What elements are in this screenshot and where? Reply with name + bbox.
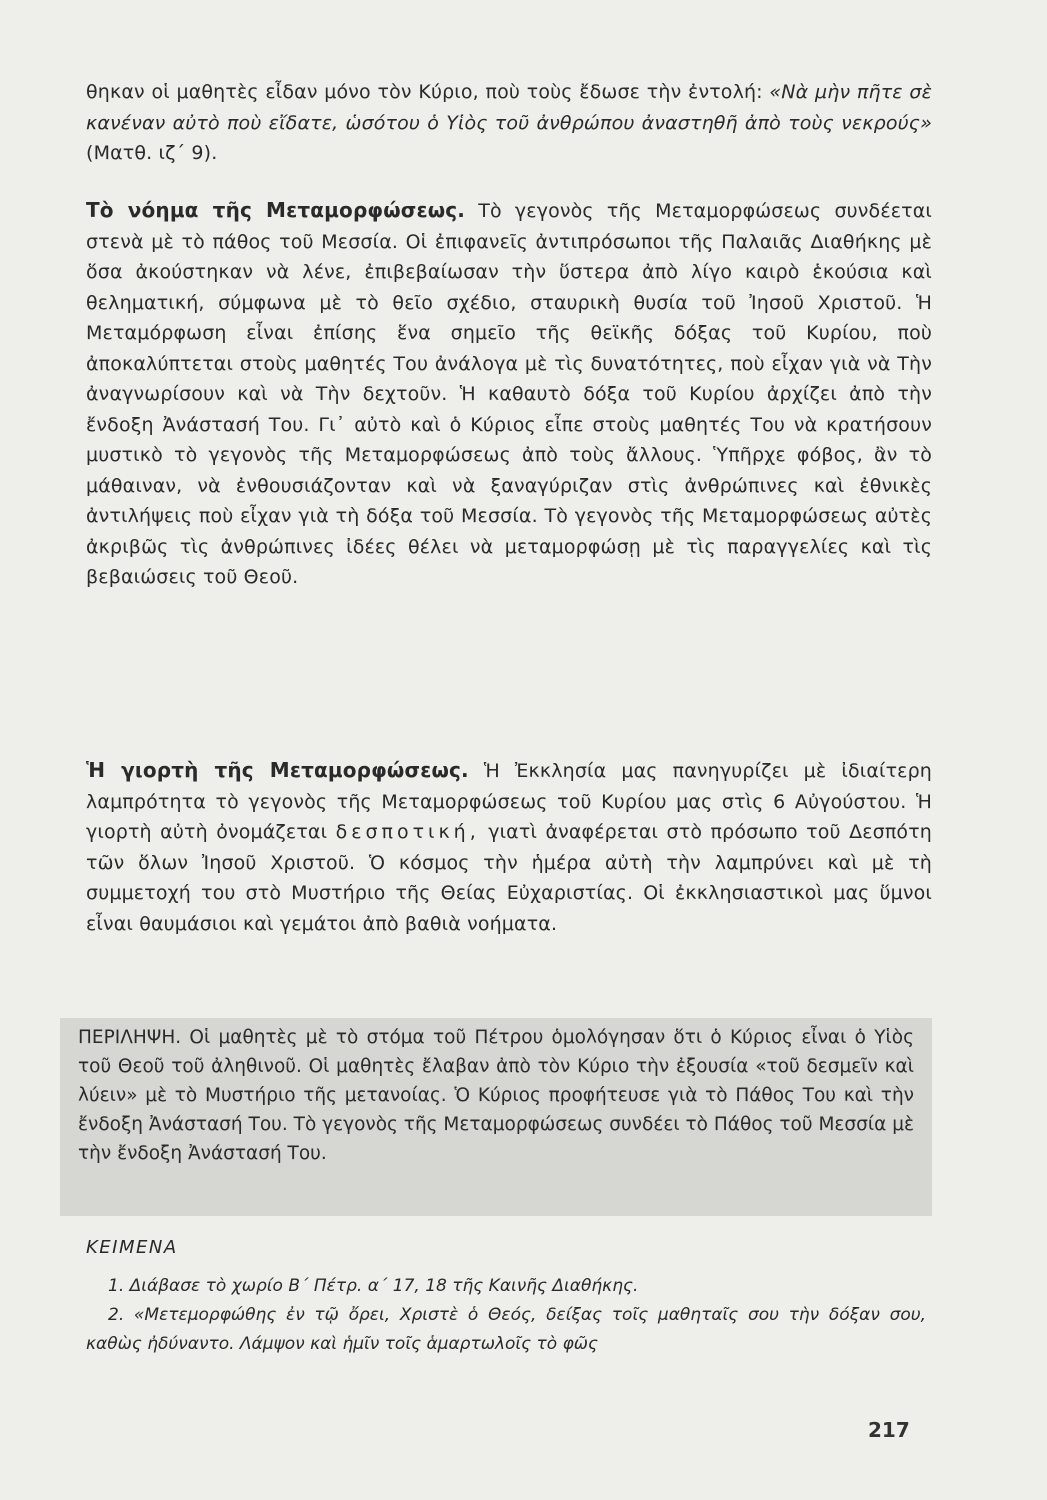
- summary-label: ΠΕΡΙΛΗΨΗ.: [78, 1027, 182, 1048]
- texts-list: [86, 1272, 926, 1359]
- section-feast-body-end: γιατὶ ἀναφέρεται στὸ πρόσωπο τοῦ Δεσπότη τῶν ὅλων Ἰησοῦ Χριστοῦ. Ὁ κόσμος τὴν ἡμέρα αὐτὴ τὴν λαμπρύνει καὶ μὲ τὴ συμμετοχή του στὸ Μυστήριο τῆς Θείας Εὐχαριστίας. Οἱ ἐκκλησιαστικοὶ μας ὕμνοι εἶναι θαυμάσιοι καὶ γεμάτοι ἀπὸ βαθιὰ νοήματα.: [86, 821, 932, 935]
- intro-text: θηκαν οἱ μαθητὲς εἶδαν μόνο τὸν Κύριο, ποὺ τοὺς ἔδωσε τὴν ἐντολή:: [86, 81, 763, 103]
- texts-section-title: ΚΕΙΜΕΝΑ: [86, 1237, 178, 1258]
- list-item: 2. «Μετεμορφώθης ἐν τῷ ὄρει, Χριστὲ ὁ Θεός, δείξας τοῖς μαθηταῖς σου τὴν δόξαν σου, καθὼς ἠδύναντο. Λάμψον καὶ ἡμῖν τοῖς ἁμαρτωλοῖς τὸ φῶς: [86, 1305, 926, 1354]
- section-meaning-body: Τὸ γεγονὸς τῆς Μεταμορφώσεως συνδέεται στενὰ μὲ τὸ πάθος τοῦ Μεσσία. Οἱ ἐπιφανεῖς ἀντιπρόσωποι τῆς Παλαιᾶς Διαθήκης μὲ ὅσα ἀκούστηκαν νὰ λένε, ἐπιβεβαίωσαν τὴν ὕστερα ἀπὸ λίγο καιρὸ ἑκούσια καὶ θεληματική, σύμφωνα μὲ τὸ θεῖο σχέδιο, σταυρικὴ θυσία τοῦ Ἰησοῦ Χριστοῦ. Ἡ Μεταμόρφωση εἶναι ἐπίσης ἕνα σημεῖο τῆς θεϊκῆς δόξας τοῦ Κυρίου, ποὺ ἀποκαλύπτεται στοὺς μαθητές Του ἀνάλογα μὲ τὶς δυνατότητες, ποὺ εἶχαν γιὰ νὰ Τὴν ἀναγνωρίσουν καὶ νὰ Τὴν δεχτοῦν. Ἡ καθαυτὸ δόξα τοῦ Κυρίου ἀρχίζει ἀπὸ τὴν ἔνδοξη Ἀνάστασή Του. Γι᾽ αὐτὸ καὶ ὁ Κύριος εἶπε στοὺς μαθητές Του νὰ κρατήσουν μυστικὸ τὸ γεγονὸς τῆς Μεταμορφώσεως ἀπὸ τοὺς ἄλλους. Ὑπῆρχε φόβος, ἂν τὸ μάθαιναν, νὰ ἐνθουσιάζονταν καὶ νὰ ξαναγύριζαν στὶς ἀνθρώπινες καὶ ἐθνικὲς ἀντιλήψεις ποὺ εἶχαν γιὰ τὴ δόξα τοῦ Μεσσία. Τὸ γεγονὸς τῆς Μεταμορφώσεως αὐτὲς ἀκριβῶς τὶς ἀνθρώπινες ἰδέες θέλει νὰ μεταμορφώσῃ μὲ τὶς παραγγελίες καὶ τὶς βεβαιώσεις τοῦ Θεοῦ.: [86, 200, 932, 588]
- section-feast-paragraph: [86, 755, 932, 939]
- summary-paragraph: [78, 1023, 914, 1168]
- section-feast-body: Ἡ Ἐκκλησία μας πανηγυρίζει μὲ ἰδιαίτερη λαμπρότητα τὸ γεγονὸς τῆς Μεταμορφώσεως τοῦ Κυρίου μας στὶς 6 Αὐγούστου. Ἡ γιορτὴ αὐτὴ ὀνομάζεται: [86, 760, 932, 843]
- intro-paragraph: [86, 77, 932, 169]
- summary-body: Οἱ μαθητὲς μὲ τὸ στόμα τοῦ Πέτρου ὁμολόγησαν ὅτι ὁ Κύριος εἶναι ὁ Υἱὸς τοῦ Θεοῦ τοῦ ἀληθινοῦ. Οἱ μαθητὲς ἔλαβαν ἀπὸ τὸν Κύριο τὴν ἐξουσία «τοῦ δεσμεῖν καὶ λύειν» μὲ τὸ Μυστήριο τῆς μετανοίας. Ὁ Κύριος προφήτευσε γιὰ τὸ Πάθος Του καὶ τὴν ἔνδοξη Ἀνάστασή Του. Τὸ γεγονὸς τῆς Μεταμορφώσεως συνδέει τὸ Πάθος τοῦ Μεσσία μὲ τὴν ἔνδοξη Ἀνάστασή Του.: [78, 1027, 914, 1164]
- section-meaning-heading: Τὸ νόημα τῆς Μεταμορφώσεως.: [86, 198, 466, 222]
- list-item: 1. Διάβασε τὸ χωρίο Β΄ Πέτρ. α΄ 17, 18 τῆς Καινῆς Διαθήκης.: [108, 1276, 639, 1296]
- page-number: 217: [868, 1418, 910, 1442]
- intro-reference: (Ματθ. ιζ΄ 9).: [86, 142, 218, 164]
- section-meaning-paragraph: [86, 195, 932, 593]
- section-feast-emphasis: δεσποτική,: [335, 821, 480, 843]
- section-feast-heading: Ἡ γιορτὴ τῆς Μεταμορφώσεως.: [86, 758, 469, 782]
- intro-quote: «Νὰ μὴν πῆτε σὲ κανέναν αὐτὸ ποὺ εἴδατε, ὡσότου ὁ Υἱὸς τοῦ ἀνθρώπου ἀναστηθῆ ἀπὸ τοὺς νεκρούς»: [86, 81, 933, 134]
